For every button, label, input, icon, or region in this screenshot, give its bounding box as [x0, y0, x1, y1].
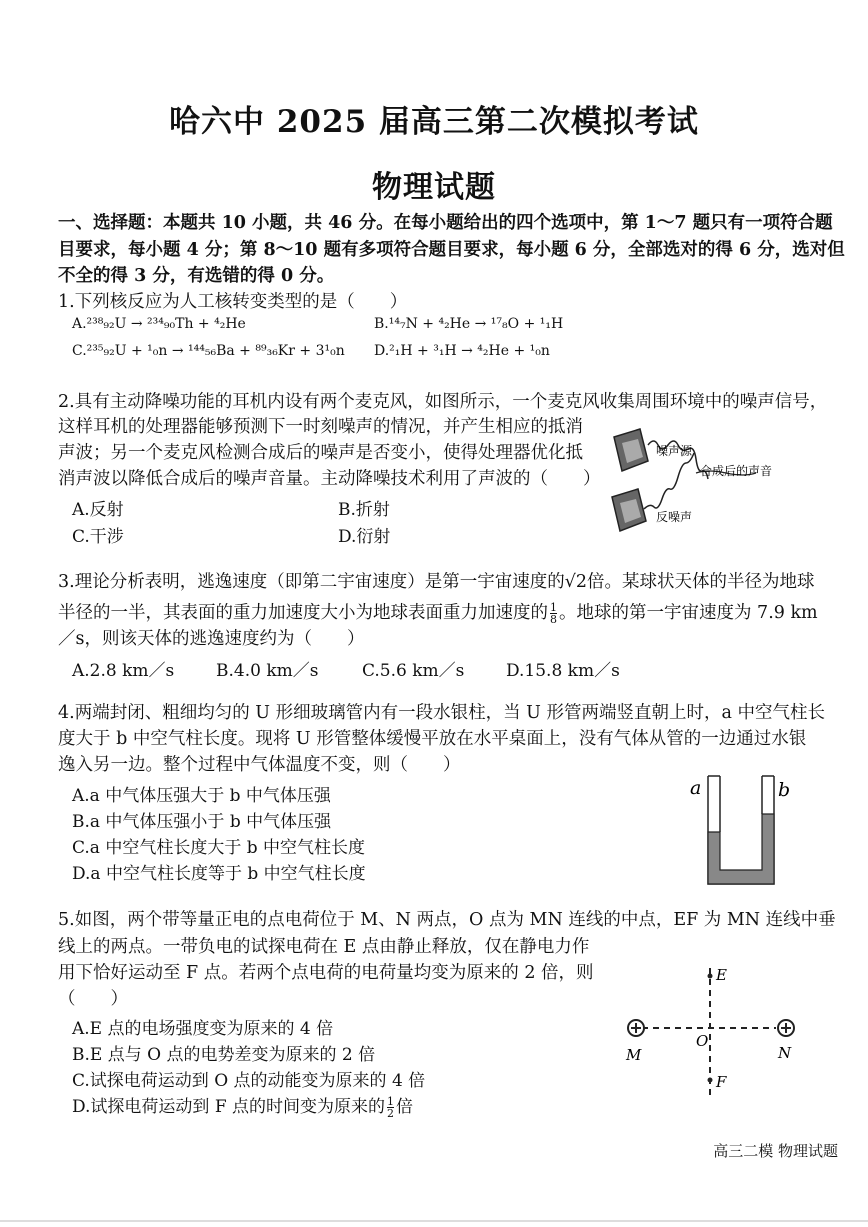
q5-option-d-end: 倍 — [396, 1097, 414, 1117]
u-tube-figure — [684, 770, 804, 892]
charges-figure — [616, 960, 806, 1100]
mercury-column — [708, 814, 774, 884]
exam-subtitle: 物理试题 — [372, 170, 496, 205]
q4-option-b: B.a 中气体压强小于 b 中气体压强 — [72, 812, 332, 832]
q4-line-2: 度大于 b 中空气柱长度。现将 U 形管整体缓慢平放在水平桌面上，没有气体从管的一边通过水银 — [58, 729, 807, 749]
charge-m-icon — [628, 1020, 644, 1036]
fig-combined-label: 合成后的声音 — [700, 464, 773, 478]
q4-line-3: 逸入另一边。整个过程中气体温度不变，则（ ） — [58, 755, 461, 775]
q5-option-c: C.试探电荷运动到 O 点的动能变为原来的 4 倍 — [72, 1071, 426, 1091]
fig-e-label: E — [716, 966, 727, 984]
q3-option-a: A.2.8 km／s — [72, 661, 175, 681]
bottom-divider — [0, 1220, 868, 1222]
fig-noise-source-label: 噪声源 — [656, 444, 693, 458]
fig-o-label: O — [696, 1032, 709, 1050]
q1-option-c: C.²³⁵₉₂U + ¹₀n → ¹⁴⁴₅₆Ba + ⁸⁹₃₆Kr + 3¹₀n — [72, 343, 345, 359]
q2-option-c: C.干涉 — [72, 527, 124, 547]
q1-option-d: D.²₁H + ³₁H → ⁴₂He + ¹₀n — [374, 343, 550, 359]
q5-fraction-denominator: 2 — [387, 1107, 395, 1120]
q3-fraction-denominator: 8 — [550, 613, 557, 626]
anti-noise-wave — [644, 453, 694, 509]
q5-line-2: 线上的两点。一带负电的试探电荷在 E 点由静止释放，仅在静电力作 — [58, 937, 590, 957]
section-instructions-line-1: 一、选择题：本题共 10 小题，共 46 分。在每小题给出的四个选项中，第 1～7 题只有一项符合题 — [58, 213, 833, 233]
point-f — [708, 1078, 713, 1083]
q5-fraction-numerator: 1 — [387, 1095, 395, 1108]
page-footer: 高三二模 物理试题 — [713, 1142, 838, 1160]
charge-n-icon — [778, 1020, 794, 1036]
q3-fraction-numerator: 1 — [550, 601, 557, 614]
fig-m-label: M — [626, 1046, 642, 1064]
q4-line-1: 4.两端封闭、粗细均匀的 U 形细玻璃管内有一段水银柱，当 U 形管两端竖直朝上时，a 中空气柱长 — [58, 703, 825, 723]
section-instructions-line-3: 不全的得 3 分，有选错的得 0 分。 — [58, 266, 335, 286]
fig-b-label: b — [778, 779, 791, 801]
q2-option-b: B.折射 — [338, 500, 390, 520]
q3-fraction — [550, 602, 557, 625]
fig-a-label: a — [690, 777, 702, 799]
q3-option-c: C.5.6 km／s — [362, 661, 465, 681]
fig-anti-noise-label: 反噪声 — [656, 510, 693, 524]
q5-line-1: 5.如图，两个带等量正电的点电荷位于 M、N 两点，O 点为 MN 连线的中点，EF 为 MN 连线中垂 — [58, 910, 836, 930]
q3-option-b: B.4.0 km／s — [216, 661, 319, 681]
q5-line-4: （ ） — [58, 989, 128, 1009]
q3-option-d: D.15.8 km／s — [506, 661, 620, 681]
q4-option-d: D.a 中空气柱长度等于 b 中空气柱长度 — [72, 864, 366, 884]
noise-source-speaker-icon — [614, 429, 648, 471]
q5-fraction — [387, 1096, 394, 1119]
q2-line-4: 消声波以降低合成后的噪声音量。主动降噪技术利用了声波的（ ） — [58, 469, 601, 489]
q3-line-2-text: 半径的一半，其表面的重力加速度大小为地球表面重力加速度的 — [58, 603, 548, 623]
q5-line-3: 用下恰好运动至 F 点。若两个点电荷的电荷量均变为原来的 2 倍，则 — [58, 963, 594, 983]
section-instructions-line-2: 目要求，每小题 4 分；第 8～10 题有多项符合题目要求，每小题 6 分，全部选对的得 6 分，选对但 — [58, 240, 845, 260]
point-e — [708, 974, 713, 979]
q3-line-2-end: 。地球的第一宇宙速度为 7.9 km — [559, 603, 818, 623]
q5-option-a: A.E 点的电场强度变为原来的 4 倍 — [72, 1019, 334, 1039]
exam-title: 哈六中 2025 届高三第二次模拟考试 — [169, 104, 699, 140]
fig-f-label: F — [716, 1073, 727, 1091]
noise-cancel-figure — [600, 425, 820, 540]
fig-n-label: N — [778, 1044, 792, 1062]
q2-option-d: D.衍射 — [338, 527, 391, 547]
q3-line-3: ／s，则该天体的逃逸速度约为（ ） — [58, 629, 365, 649]
q1-stem: 1.下列核反应为人工核转变类型的是（ ） — [58, 292, 408, 312]
anti-noise-speaker-icon — [612, 489, 646, 531]
q5-option-d — [72, 1092, 413, 1119]
q3-line-2 — [58, 601, 818, 625]
q5-option-b: B.E 点与 O 点的电势差变为原来的 2 倍 — [72, 1045, 376, 1065]
q2-line-3: 声波；另一个麦克风检测合成后的噪声是否变小，使得处理器优化抵 — [58, 443, 583, 463]
q2-line-2: 这样耳机的处理器能够预测下一时刻噪声的情况，并产生相应的抵消 — [58, 417, 583, 437]
q2-line-1: 2.具有主动降噪功能的耳机内设有两个麦克风，如图所示，一个麦克风收集周围环境中的噪声信号， — [58, 392, 828, 412]
q1-option-b: B.¹⁴₇N + ⁴₂He → ¹⁷₈O + ¹₁H — [374, 316, 564, 332]
q4-option-a: A.a 中气体压强大于 b 中气体压强 — [72, 786, 331, 806]
q4-option-c: C.a 中空气柱长度大于 b 中空气柱长度 — [72, 838, 366, 858]
q2-option-a: A.反射 — [72, 500, 124, 520]
q5-option-d-text: D.试探电荷运动到 F 点的时间变为原来的 — [72, 1097, 386, 1117]
q1-option-a: A.²³⁸₉₂U → ²³⁴₉₀Th + ⁴₂He — [72, 316, 246, 332]
q3-line-1: 3.理论分析表明，逃逸速度（即第二宇宙速度）是第一宇宙速度的√2倍。某球状天体的半径为地球 — [58, 572, 815, 592]
